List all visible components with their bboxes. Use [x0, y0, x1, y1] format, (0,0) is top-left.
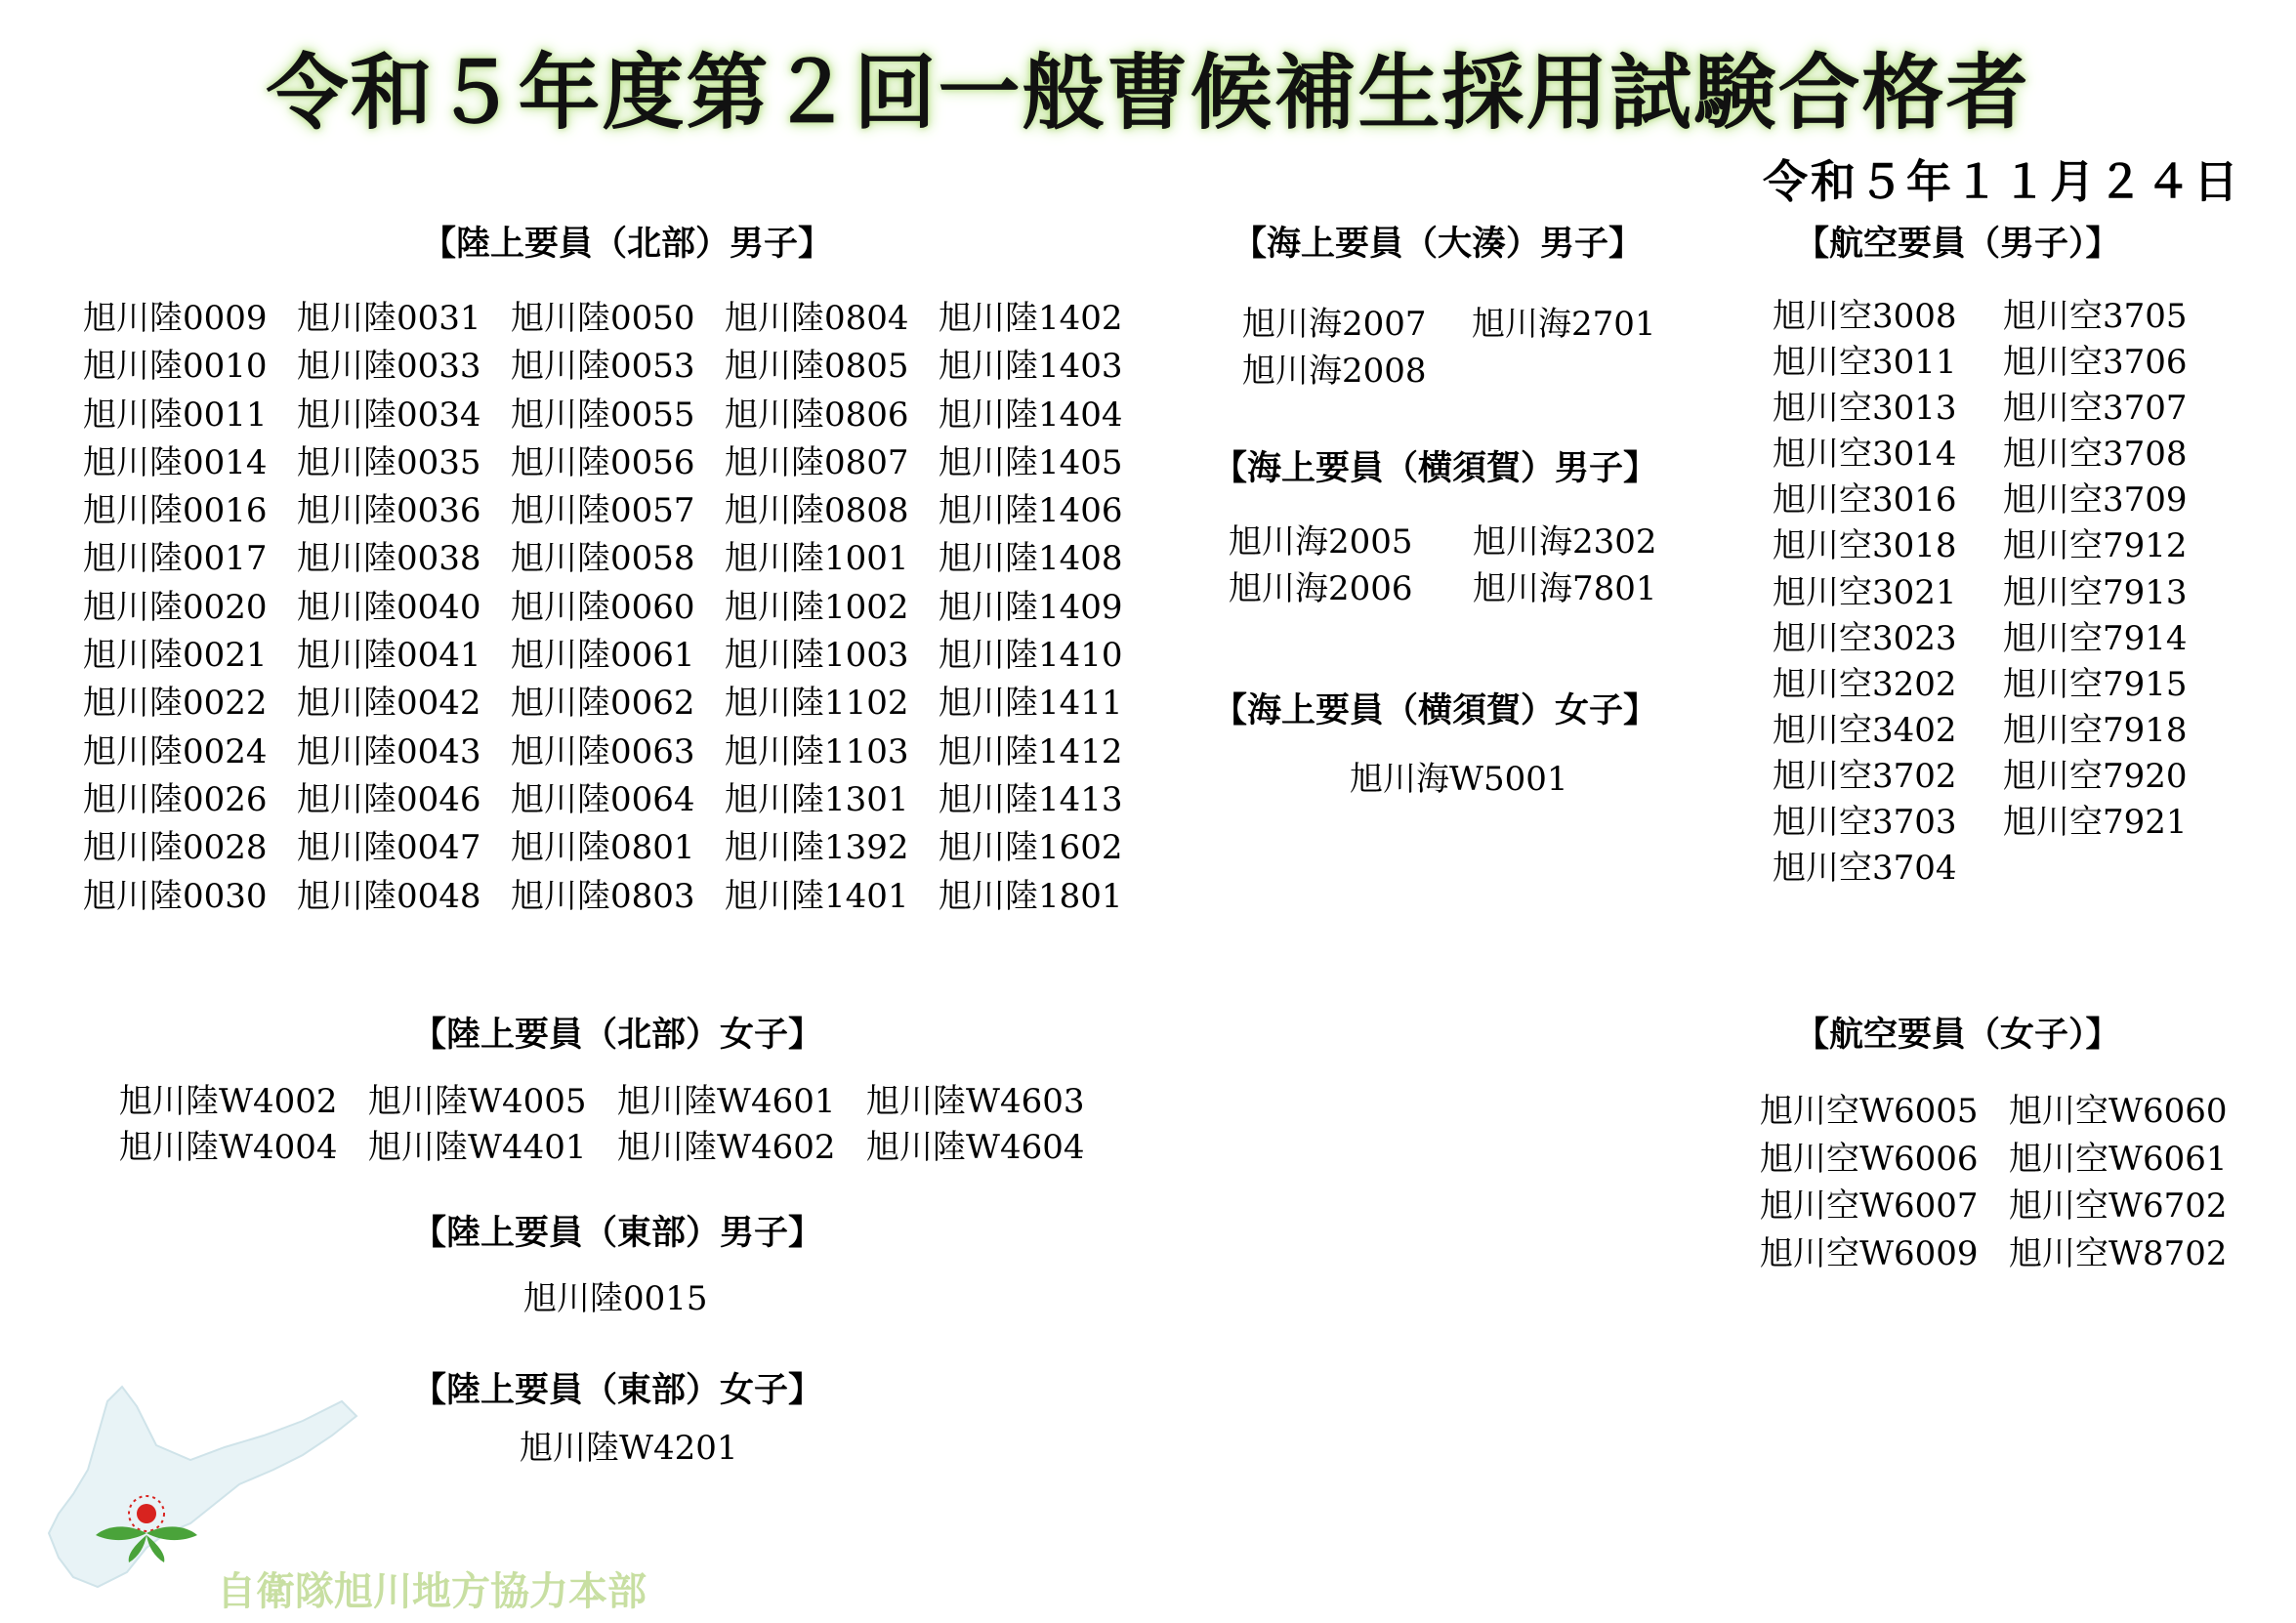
candidate-number: 旭川陸1402	[939, 299, 1123, 338]
candidate-number: 旭川陸W4002	[119, 1082, 338, 1121]
candidate-number: 旭川陸0808	[725, 491, 909, 531]
candidate-number: 旭川空3013	[1773, 389, 1957, 429]
candidate-number: 旭川空W6005	[1760, 1092, 1979, 1131]
candidate-number: 旭川陸0017	[83, 539, 268, 579]
candidate-number: 旭川陸W4005	[368, 1082, 587, 1121]
list-air-male	[1773, 289, 2233, 887]
candidate-number: 旭川空7920	[2003, 756, 2188, 796]
candidate-number: 旭川陸0021	[83, 636, 268, 676]
heading-sea-ominato-male: 【海上要員（大湊）男子】	[1232, 225, 1644, 264]
candidate-number: 旭川陸0031	[297, 299, 481, 338]
candidate-number: 旭川空3707	[2003, 389, 2188, 429]
candidate-number: 旭川空3703	[1773, 803, 1957, 843]
candidate-number: 旭川空3008	[1773, 297, 1957, 336]
candidate-number: 旭川空W6702	[2009, 1186, 2228, 1226]
candidate-number: 旭川空W6061	[2009, 1139, 2228, 1179]
candidate-number: 旭川空3018	[1773, 526, 1957, 566]
candidate-number: 旭川陸0062	[511, 684, 695, 724]
candidate-number: 旭川陸0034	[297, 395, 481, 435]
heading-air-female: 【航空要員（女子）】	[1795, 1016, 2120, 1055]
candidate-number: 旭川陸0056	[511, 442, 695, 482]
page-title: 令和５年度第２回一般曹候補生採用試験合格者	[266, 45, 2030, 141]
candidate-number: 旭川陸0010	[83, 347, 268, 387]
candidate-number: 旭川陸1403	[939, 347, 1123, 387]
candidate-number: 旭川空W8702	[2009, 1233, 2228, 1273]
candidate-number: 旭川海2006	[1229, 569, 1413, 608]
list-land-east-female	[520, 1421, 773, 1467]
candidate-number: 旭川陸W4603	[866, 1082, 1085, 1121]
candidate-number: 旭川空3704	[1773, 849, 1957, 889]
candidate-number: 旭川空7918	[2003, 710, 2188, 750]
candidate-number: 旭川陸0009	[83, 299, 268, 338]
candidate-number: 旭川陸0035	[297, 442, 481, 482]
candidate-number: 旭川空3021	[1773, 572, 1957, 612]
candidate-number: 旭川陸1392	[725, 828, 909, 868]
candidate-number: 旭川海2008	[1242, 352, 1427, 391]
candidate-number: 旭川陸1413	[939, 779, 1123, 819]
candidate-number: 旭川陸0014	[83, 442, 268, 482]
candidate-number: 旭川陸1301	[725, 779, 909, 819]
announcement-date: 令和５年１１月２４日	[1763, 155, 2241, 208]
candidate-number: 旭川陸W4004	[119, 1128, 338, 1167]
candidate-number: 旭川空W6009	[1760, 1233, 1979, 1273]
candidate-number: 旭川陸0061	[511, 636, 695, 676]
candidate-number: 旭川陸0038	[297, 539, 481, 579]
heading-sea-yokosuka-female: 【海上要員（横須賀）女子】	[1213, 691, 1658, 730]
candidate-number: 旭川陸1003	[725, 636, 909, 676]
candidate-number: 旭川陸0803	[511, 876, 695, 916]
candidate-number: 旭川陸0063	[511, 731, 695, 771]
candidate-number: 旭川陸1401	[725, 876, 909, 916]
candidate-number: 旭川陸1412	[939, 731, 1123, 771]
candidate-number: 旭川陸0020	[83, 587, 268, 627]
candidate-number: 旭川陸0807	[725, 442, 909, 482]
candidate-number: 旭川陸1409	[939, 587, 1123, 627]
list-sea-yokosuka-male	[1229, 515, 1717, 608]
list-land-north-male	[83, 291, 1152, 917]
candidate-number: 旭川陸0016	[83, 491, 268, 531]
candidate-number: 旭川陸1103	[725, 731, 909, 771]
candidate-number: 旭川陸1002	[725, 587, 909, 627]
candidate-number: 旭川陸1405	[939, 442, 1123, 482]
candidate-number: 旭川空3705	[2003, 297, 2188, 336]
candidate-number: 旭川陸0030	[83, 876, 268, 916]
candidate-number: 旭川陸0026	[83, 779, 268, 819]
candidate-number: 旭川陸0011	[83, 395, 268, 435]
candidate-number: 旭川空3402	[1773, 710, 1957, 750]
candidate-number: 旭川陸W4601	[617, 1082, 836, 1121]
candidate-number: 旭川陸0058	[511, 539, 695, 579]
heading-land-north-female: 【陸上要員（北部）女子】	[412, 1016, 823, 1055]
candidate-number: 旭川空3014	[1773, 435, 1957, 475]
candidate-number: 旭川陸0064	[511, 779, 695, 819]
candidate-number: 旭川海2005	[1229, 522, 1413, 562]
candidate-number: 旭川空3709	[2003, 480, 2188, 520]
candidate-number: 旭川空W6006	[1760, 1139, 1979, 1179]
candidate-number: 旭川空3016	[1773, 480, 1957, 520]
candidate-number: 旭川陸0047	[297, 828, 481, 868]
candidate-number: 旭川陸0060	[511, 587, 695, 627]
candidate-number: 旭川空W6060	[2009, 1092, 2228, 1131]
heading-land-east-male: 【陸上要員（東部）男子】	[412, 1214, 823, 1253]
candidate-number: 旭川陸1411	[939, 684, 1123, 724]
candidate-number: 旭川陸0048	[297, 876, 481, 916]
candidate-number: 旭川陸1404	[939, 395, 1123, 435]
candidate-number: 旭川陸1410	[939, 636, 1123, 676]
candidate-number: 旭川空7914	[2003, 618, 2188, 658]
list-sea-yokosuka-female	[1350, 752, 1604, 799]
candidate-number: 旭川海2701	[1472, 305, 1656, 344]
candidate-number: 旭川空3011	[1773, 343, 1957, 383]
candidate-number: 旭川陸0033	[297, 347, 481, 387]
candidate-number: 旭川陸0801	[511, 828, 695, 868]
candidate-number: 旭川陸0041	[297, 636, 481, 676]
candidate-number: 旭川陸0055	[511, 395, 695, 435]
candidate-number: 旭川陸0053	[511, 347, 695, 387]
candidate-number: 旭川陸0806	[725, 395, 909, 435]
heading-air-male: 【航空要員（男子）】	[1795, 225, 2120, 264]
candidate-number: 旭川陸1001	[725, 539, 909, 579]
candidate-number: 旭川空7912	[2003, 526, 2188, 566]
candidate-number: 旭川陸1102	[725, 684, 909, 724]
candidate-number: 旭川空3702	[1773, 756, 1957, 796]
heading-sea-yokosuka-male: 【海上要員（横須賀）男子】	[1213, 449, 1658, 488]
candidate-number: 旭川陸0015	[523, 1279, 708, 1318]
candidate-number: 旭川陸0024	[83, 731, 268, 771]
candidate-number: 旭川陸1602	[939, 828, 1123, 868]
candidate-number: 旭川海2007	[1242, 305, 1427, 344]
list-land-north-female	[119, 1074, 1115, 1166]
candidate-number: 旭川空3202	[1773, 664, 1957, 704]
candidate-number: 旭川陸0804	[725, 299, 909, 338]
heading-land-east-female: 【陸上要員（東部）女子】	[412, 1371, 823, 1410]
candidate-number: 旭川空7913	[2003, 572, 2188, 612]
candidate-number: 旭川陸W4201	[520, 1429, 738, 1468]
organization-name: 自衛隊旭川地方協力本部	[217, 1569, 647, 1614]
heading-land-north-male: 【陸上要員（北部）男子】	[422, 225, 833, 264]
candidate-number: 旭川空3706	[2003, 343, 2188, 383]
candidate-number: 旭川陸W4401	[368, 1128, 587, 1167]
candidate-number: 旭川陸1406	[939, 491, 1123, 531]
candidate-number: 旭川海7801	[1473, 569, 1657, 608]
candidate-number: 旭川空7915	[2003, 664, 2188, 704]
candidate-number: 旭川陸0022	[83, 684, 268, 724]
candidate-number: 旭川陸0050	[511, 299, 695, 338]
candidate-number: 旭川陸1801	[939, 876, 1123, 916]
candidate-number: 旭川空W6007	[1760, 1186, 1979, 1226]
hokkaido-silhouette	[49, 1387, 356, 1587]
candidate-number: 旭川空7921	[2003, 803, 2188, 843]
candidate-number: 旭川陸0028	[83, 828, 268, 868]
candidate-number: 旭川陸0036	[297, 491, 481, 531]
candidate-number: 旭川空3708	[2003, 435, 2188, 475]
candidate-number: 旭川陸W4602	[617, 1128, 836, 1167]
candidate-number: 旭川陸0042	[297, 684, 481, 724]
list-land-east-male	[523, 1271, 777, 1317]
candidate-number: 旭川陸0040	[297, 587, 481, 627]
list-air-female	[1760, 1084, 2258, 1273]
candidate-number: 旭川陸W4604	[866, 1128, 1085, 1167]
candidate-number: 旭川陸0057	[511, 491, 695, 531]
candidate-number: 旭川陸0805	[725, 347, 909, 387]
candidate-number: 旭川陸1408	[939, 539, 1123, 579]
candidate-number: 旭川陸0046	[297, 779, 481, 819]
candidate-number: 旭川海W5001	[1350, 760, 1568, 799]
candidate-number: 旭川陸0043	[297, 731, 481, 771]
list-sea-ominato-male	[1242, 297, 1701, 391]
candidate-number: 旭川空3023	[1773, 618, 1957, 658]
candidate-number: 旭川海2302	[1473, 522, 1657, 562]
